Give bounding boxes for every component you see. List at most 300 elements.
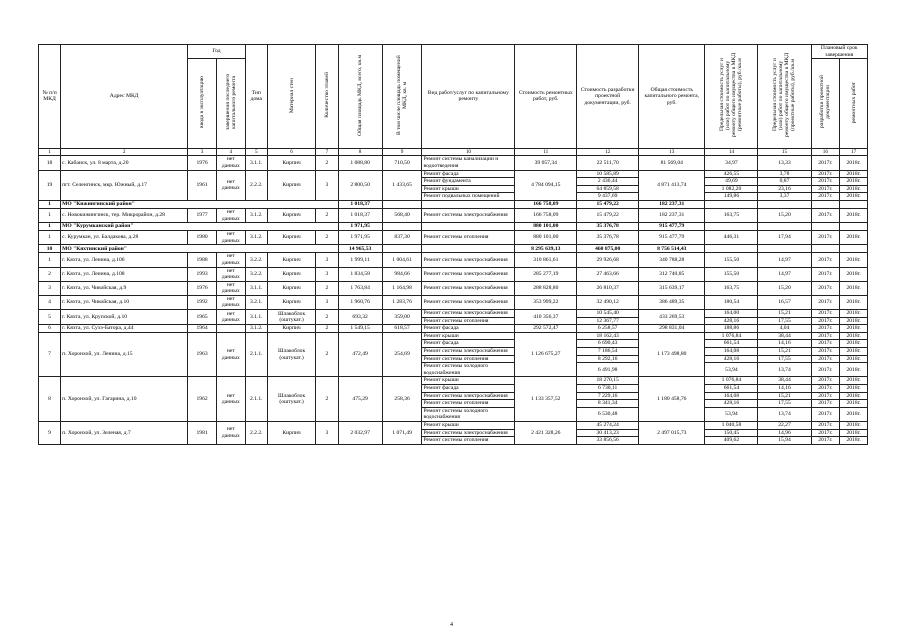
table-cell: 1 <box>39 200 61 208</box>
table-cell: 428,16 <box>705 400 758 408</box>
table-cell: 2017г. <box>811 185 840 193</box>
table-cell: 4 <box>39 295 61 309</box>
table-cell: 14 965,53 <box>338 245 382 253</box>
table-cell: 10 545,40 <box>577 310 639 318</box>
header-cost-design: Стоимость разработки проектной документации, руб. <box>577 45 639 149</box>
table-cell: с. Курумкан, ул. Балдакова, д.28 <box>61 231 188 245</box>
table-cell: 2.2.2. <box>245 421 267 444</box>
header-address: Адрес МКД <box>61 45 188 149</box>
table-row <box>39 377 868 385</box>
table-cell: 3.1.2. <box>245 231 267 245</box>
table-cell: 1 180 458,76 <box>639 377 705 422</box>
table-cell: Кирпич <box>267 421 316 444</box>
table-cell: 2018г. <box>840 267 868 281</box>
table-cell: Кирпич <box>267 325 316 333</box>
table-cell: 1 071,49 <box>382 421 422 444</box>
table-cell: 1 433,65 <box>382 170 422 200</box>
table-cell: 1 082,20 <box>705 185 758 193</box>
table-cell: 1 <box>39 148 61 156</box>
table-cell: 1 076,84 <box>705 332 758 340</box>
table-cell <box>382 223 422 231</box>
table-cell: 6 258,57 <box>577 325 639 333</box>
table-cell: 17,55 <box>758 355 811 363</box>
table-cell: 18 <box>39 156 61 170</box>
table-cell: 10 585,89 <box>577 170 639 178</box>
table-cell: 1 999,11 <box>338 253 382 267</box>
table-cell: 2017г. <box>811 363 840 377</box>
table-cell: Ремонт системы канализации и водоотведения <box>422 156 515 170</box>
table-cell: 14,16 <box>758 385 811 393</box>
table-cell: 915 477,79 <box>639 231 705 245</box>
table-cell: 1 126 675,27 <box>515 332 577 377</box>
table-cell: 984,66 <box>382 267 422 281</box>
municipality-row <box>39 223 868 231</box>
table-cell: 8 756 514,43 <box>639 245 705 253</box>
table-cell: 8 <box>338 148 382 156</box>
table-cell: 16 <box>811 148 840 156</box>
table-cell: 38,44 <box>758 377 811 385</box>
table-cell: Кирпич <box>267 267 316 281</box>
table-cell: 837,30 <box>382 231 422 245</box>
table-cell: 2018г. <box>840 185 868 193</box>
table-cell: Ремонт системы электроснабжения <box>422 429 515 437</box>
table-cell: 18 162,43 <box>577 332 639 340</box>
table-cell: 310 861,61 <box>515 253 577 267</box>
table-cell: 81 569,04 <box>639 156 705 170</box>
table-cell: 3.1.1. <box>245 281 267 295</box>
table-cell: Ремонт системы электроснабжения <box>422 392 515 400</box>
table-cell: 3,78 <box>758 170 811 178</box>
table-cell: 15 479,22 <box>577 200 639 208</box>
table-cell: 12 <box>577 148 639 156</box>
table-cell: 15,20 <box>758 208 811 222</box>
table-cell: 7 <box>316 148 338 156</box>
table-cell: 2018г. <box>840 421 868 429</box>
table-cell: 2 <box>39 267 61 281</box>
table-cell: 2018г. <box>840 400 868 408</box>
table-cell: Ремонт системы отопления <box>422 231 515 245</box>
table-cell: 8 341,34 <box>577 400 639 408</box>
table-cell: 8 292,16 <box>577 355 639 363</box>
table-cell: Ремонт системы отопления <box>422 400 515 408</box>
table-cell: с. Новокижингинск, тер. Микрорайон, д.28 <box>61 208 188 222</box>
table-cell: 17 <box>840 148 868 156</box>
table-cell: 288 828,80 <box>515 281 577 295</box>
table-cell: 2.1.1. <box>245 377 267 422</box>
header-plan-design: разработки проектной документации <box>811 59 840 149</box>
page-number: 4 <box>450 622 453 628</box>
table-cell: 2 <box>316 281 338 295</box>
table-cell: 618,57 <box>382 325 422 333</box>
table-row <box>39 295 868 309</box>
table-cell: 661,54 <box>705 385 758 393</box>
table-cell: 13,74 <box>758 363 811 377</box>
table-cell: 6 530,48 <box>577 407 639 421</box>
table-cell: 3.1.1. <box>245 310 267 325</box>
table-cell: 2 497 015,73 <box>639 421 705 444</box>
table-cell: Кирпич <box>267 231 316 245</box>
table-cell: 1 133 357,52 <box>515 377 577 422</box>
table-cell: 1 004,61 <box>382 253 422 267</box>
table-cell: 3,37 <box>758 193 811 201</box>
table-cell: 1977 <box>188 208 217 222</box>
header-type: Тип дома <box>245 45 267 149</box>
table-cell: 15 <box>758 148 811 156</box>
table-cell: 53,94 <box>705 407 758 421</box>
table-cell: Кирпич <box>267 295 316 309</box>
table-cell: нет данных <box>216 295 245 309</box>
table-cell: Ремонт фасада <box>422 385 515 393</box>
table-cell: 14,97 <box>758 253 811 267</box>
table-cell: 475,29 <box>338 377 382 422</box>
table-cell: 15,21 <box>758 392 811 400</box>
table-cell: нет данных <box>216 231 245 245</box>
table-cell: 2 <box>316 231 338 245</box>
table-cell: 4,04 <box>758 325 811 333</box>
table-cell: нет данных <box>216 421 245 444</box>
table-cell: 433 269,53 <box>639 310 705 325</box>
table-cell: 312 740,85 <box>639 267 705 281</box>
table-cell: 6 491,98 <box>577 363 639 377</box>
table-cell: 2017г. <box>811 253 840 267</box>
header-area-total: Общая площадь МКД, всего, кв.м <box>338 45 382 149</box>
table-cell: 30 413,23 <box>577 429 639 437</box>
table-cell: 14,96 <box>758 429 811 437</box>
table-cell: 2018г. <box>840 193 868 201</box>
table-cell: 166 758,09 <box>515 208 577 222</box>
table-cell: 409,62 <box>705 437 758 445</box>
table-cell: 2017г. <box>811 340 840 348</box>
table-cell: 15,94 <box>758 437 811 445</box>
header-plan-group: Плановый срок завершения <box>811 45 867 59</box>
table-cell: п. Хоронхой, ул. Ленина, д.15 <box>61 332 188 377</box>
capital-repair-table <box>38 44 868 445</box>
table-cell: 1 <box>39 253 61 267</box>
table-cell: 1 <box>39 208 61 222</box>
table-cell: нет данных <box>216 377 245 422</box>
table-cell: 1 173 498,80 <box>639 332 705 377</box>
table-cell: 164,08 <box>705 392 758 400</box>
table-row <box>39 267 868 281</box>
table-cell: Ремонт системы электроснабжения <box>422 267 515 281</box>
table-cell: 2017г. <box>811 317 840 325</box>
table-cell: г. Кяхта, ул. Чикойская, д.10 <box>61 295 188 309</box>
table-cell: 26 810,37 <box>577 281 639 295</box>
table-cell: 17,94 <box>758 231 811 245</box>
table-cell: 359,00 <box>382 310 422 325</box>
table-cell: 2018г. <box>840 208 868 222</box>
table-cell: 2017г. <box>811 310 840 318</box>
table-cell: 1 <box>39 231 61 245</box>
table-cell: Кирпич <box>267 208 316 222</box>
table-cell: 3.1.2. <box>245 208 267 222</box>
table-cell: 155,50 <box>705 267 758 281</box>
table-cell: 1 960,76 <box>338 295 382 309</box>
table-cell: 1 549,15 <box>338 325 382 333</box>
table-row <box>39 170 868 178</box>
header-max-cost-b: Предельная стоимость услуг и (или) работ по капитальному ремонту общего имущества в МКД (проектные работы), руб./кв.м <box>758 45 811 149</box>
table-cell <box>705 245 758 253</box>
table-cell: 7 <box>39 332 61 377</box>
table-cell: 22,27 <box>758 421 811 429</box>
table-cell: 472,49 <box>338 332 382 377</box>
table-cell: 6 730,11 <box>577 385 639 393</box>
header-year-last-repair: завершения последнего капитального ремонта <box>216 59 245 149</box>
table-cell: нет данных <box>216 267 245 281</box>
table-cell: 33 856,56 <box>577 437 639 445</box>
table-cell: 3 <box>188 148 217 156</box>
table-cell: Ремонт крыши <box>422 332 515 340</box>
table-row <box>39 281 868 295</box>
table-cell: г. Кяхта, ул. Чикойская, д.9 <box>61 281 188 295</box>
table-cell: 428,16 <box>705 355 758 363</box>
table-cell: Кирпич <box>267 281 316 295</box>
table-cell: 2 <box>316 156 338 170</box>
table-cell: 49,69 <box>705 178 758 186</box>
table-cell: 163,75 <box>705 208 758 222</box>
table-cell: 353 999,22 <box>515 295 577 309</box>
table-cell: 2018г. <box>840 325 868 333</box>
table-cell <box>705 200 758 208</box>
table-row <box>39 325 868 333</box>
table-cell: Шлакоблок (оштукат.) <box>267 377 316 422</box>
table-cell: 3.2.2. <box>245 253 267 267</box>
table-cell: Ремонт системы холодного водоснабжения <box>422 407 515 421</box>
table-cell <box>840 200 868 208</box>
table-cell: 661,54 <box>705 340 758 348</box>
table-cell: 10 <box>39 245 61 253</box>
table-cell: 15 479,22 <box>577 208 639 222</box>
table-cell: 2 032,97 <box>338 421 382 444</box>
table-cell: 446,31 <box>705 231 758 245</box>
table-cell: 2017г. <box>811 377 840 385</box>
table-cell: 1 018,37 <box>338 208 382 222</box>
table-cell: 166 758,09 <box>515 200 577 208</box>
table-cell: 2018г. <box>840 332 868 340</box>
table-cell: 9 437,69 <box>577 193 639 201</box>
table-cell: 164,08 <box>705 348 758 356</box>
table-cell: 18 270,15 <box>577 377 639 385</box>
table-cell: 35 376,78 <box>577 231 639 245</box>
table-cell: 258,36 <box>382 377 422 422</box>
table-cell: Ремонт подвальных помещений <box>422 193 515 201</box>
table-cell: Ремонт системы отопления <box>422 355 515 363</box>
table-cell: 2017г. <box>811 355 840 363</box>
header-floors: Количество этажей <box>316 45 338 149</box>
table-cell <box>382 245 422 253</box>
header-work: Вид работ/услуг по капитальному ремонту <box>422 45 515 149</box>
table-cell: 1964 <box>188 325 217 333</box>
table-cell: 188,86 <box>705 325 758 333</box>
table-cell: 180,54 <box>705 295 758 309</box>
table-cell: 386 489,35 <box>639 295 705 309</box>
table-cell: 1965 <box>188 310 217 325</box>
table-cell: 2018г. <box>840 231 868 245</box>
table-cell: 1 763,84 <box>338 281 382 295</box>
table-cell: 3 <box>316 295 338 309</box>
table-cell: 426,55 <box>705 170 758 178</box>
table-row <box>39 332 868 340</box>
table-cell: нет данных <box>216 170 245 200</box>
header-cost-repair: Стоимость ремонтных работ, руб. <box>515 45 577 149</box>
table-cell: 2017г. <box>811 208 840 222</box>
table-cell: 35 376,78 <box>577 223 639 231</box>
table-cell: 13,74 <box>758 407 811 421</box>
municipality-row <box>39 245 868 253</box>
table-row <box>39 421 868 429</box>
table-cell: 2018г. <box>840 317 868 325</box>
table-cell: 2018г. <box>840 281 868 295</box>
table-cell: 5 <box>245 148 267 156</box>
table-cell: Ремонт системы электроснабжения <box>422 348 515 356</box>
table-cell: 3 <box>39 281 61 295</box>
table-cell: 2018г. <box>840 355 868 363</box>
table-cell <box>382 200 422 208</box>
table-cell: 2018г. <box>840 437 868 445</box>
table-cell: 13,33 <box>758 156 811 170</box>
table-cell: 2017г. <box>811 156 840 170</box>
table-cell: 298 831,04 <box>639 325 705 333</box>
table-cell: 3.1.1. <box>245 156 267 170</box>
table-cell: 2.1.1. <box>245 332 267 377</box>
table-cell: Шлакоблок (оштукат.) <box>267 332 316 377</box>
table-cell: 1980 <box>188 231 217 245</box>
table-cell: МО "Кяхтинский район" <box>61 245 338 253</box>
table-cell: 2017г. <box>811 392 840 400</box>
table-cell: Ремонт системы электроснабжения <box>422 208 515 222</box>
table-cell <box>705 223 758 231</box>
table-cell: Ремонт крыши <box>422 421 515 429</box>
table-cell: Ремонт системы электроснабжения <box>422 310 515 318</box>
table-cell: 27 463,66 <box>577 267 639 281</box>
table-cell: 11 <box>515 148 577 156</box>
table-cell: 2017г. <box>811 421 840 429</box>
table-cell: 8 295 639,13 <box>515 245 577 253</box>
table-cell: 182 237,31 <box>639 208 705 222</box>
table-cell: 6 <box>267 148 316 156</box>
table-cell: 2017г. <box>811 429 840 437</box>
table-cell: 2017г. <box>811 281 840 295</box>
table-cell: 10 <box>422 148 515 156</box>
header-plan-repair: ремонтных работ <box>840 59 868 149</box>
table-cell: 428,16 <box>705 317 758 325</box>
municipality-row <box>39 200 868 208</box>
table-cell: 880 101,00 <box>515 231 577 245</box>
table-cell: 12 367,77 <box>577 317 639 325</box>
table-cell: 2018г. <box>840 178 868 186</box>
table-cell: 1 018,37 <box>338 200 382 208</box>
table-cell: Кирпич <box>267 253 316 267</box>
table-cell: 915 477,79 <box>639 223 705 231</box>
table-cell: 15,21 <box>758 310 811 318</box>
table-cell: 710,50 <box>382 156 422 170</box>
header-n: № п/п МКД <box>39 45 61 149</box>
header-max-cost-a: Предельная стоимость услуг и (или) работ по капитальному ремонту общего имущества в МКД (ремонтные работы), руб./кв.м <box>705 45 758 149</box>
table-cell: п. Хоронхой, ул. Зеленая, д.7 <box>61 421 188 444</box>
table-cell: Ремонт крыши <box>422 377 515 385</box>
table-cell: 155,50 <box>705 253 758 267</box>
table-cell: г. Кяхта, ул. Ленина, д.108 <box>61 267 188 281</box>
table-cell: 1 971,95 <box>338 223 382 231</box>
table-cell: пгт. Селенгинск, мкр. Южный, д.17 <box>61 170 188 200</box>
table-cell: 315 639,17 <box>639 281 705 295</box>
table-cell: 15,20 <box>758 281 811 295</box>
table-cell: 2.2.2. <box>245 170 267 200</box>
table-cell: 2017г. <box>811 325 840 333</box>
table-cell: Ремонт фасада <box>422 340 515 348</box>
table-cell: Ремонт системы электроснабжения <box>422 295 515 309</box>
table-row <box>39 156 868 170</box>
table-cell: 2018г. <box>840 407 868 421</box>
table-cell: 2017г. <box>811 267 840 281</box>
table-row <box>39 208 868 222</box>
table-cell: 1992 <box>188 295 217 309</box>
table-cell <box>811 200 840 208</box>
table-cell: 2 <box>316 332 338 377</box>
table-cell: 29 926,68 <box>577 253 639 267</box>
table-cell: 15,21 <box>758 348 811 356</box>
table-cell <box>758 200 811 208</box>
table-cell: 2 <box>316 325 338 333</box>
table-cell: 2017г. <box>811 385 840 393</box>
table-cell: 164,00 <box>705 310 758 318</box>
table-cell: 2017г. <box>811 170 840 178</box>
table-cell: 39 057,34 <box>515 156 577 170</box>
table-cell: 2 <box>316 310 338 325</box>
table-cell: г. Кяхта, ул. Сухэ-Батора, д.44 <box>61 325 188 333</box>
table-cell: Ремонт системы холодного водоснабжения <box>422 363 515 377</box>
table-cell: 2017г. <box>811 348 840 356</box>
table-cell: 5 <box>39 310 61 325</box>
table-cell: 0,87 <box>758 178 811 186</box>
table-cell: 23,16 <box>758 185 811 193</box>
table-cell: 2 <box>61 148 188 156</box>
table-cell: 1 971,95 <box>338 231 382 245</box>
table-cell: 1 <box>39 223 61 231</box>
table-cell: Кирпич <box>267 170 316 200</box>
table-cell: 6 690,43 <box>577 340 639 348</box>
table-cell: 163,75 <box>705 281 758 295</box>
table-cell: 2 421 328,26 <box>515 421 577 444</box>
table-cell: 32 490,12 <box>577 295 639 309</box>
table-cell: 2 800,50 <box>338 170 382 200</box>
table-cell: Ремонт системы электроснабжения <box>422 281 515 295</box>
table-cell: 38,44 <box>758 332 811 340</box>
table-cell: 3 <box>316 253 338 267</box>
table-cell <box>840 245 868 253</box>
table-cell: 3.1.2. <box>245 325 267 333</box>
table-cell: 2018г. <box>840 340 868 348</box>
table-cell: 410 356,37 <box>515 310 577 325</box>
table-cell: 19 <box>39 170 61 200</box>
header-cost-total: Общая стоимость капитального ремонта, руб. <box>639 45 705 149</box>
table-cell: 14,97 <box>758 267 811 281</box>
table-cell: 150,45 <box>705 429 758 437</box>
table-cell: 9 <box>382 148 422 156</box>
table-cell: 1 076,84 <box>705 377 758 385</box>
table-cell: п. Хоронхой, ул. Гагарина, д.10 <box>61 377 188 422</box>
table-cell: 2017г. <box>811 193 840 201</box>
table-cell: 2017г. <box>811 178 840 186</box>
table-cell: МО "Курумканский район" <box>61 223 338 231</box>
table-cell: нет данных <box>216 332 245 377</box>
table-cell: нет данных <box>216 208 245 222</box>
table-cell <box>422 223 515 231</box>
table-cell: 9 <box>39 421 61 444</box>
table-cell: 3 <box>316 170 338 200</box>
header-wall: Материал стен <box>267 45 316 149</box>
table-cell: 53,94 <box>705 363 758 377</box>
